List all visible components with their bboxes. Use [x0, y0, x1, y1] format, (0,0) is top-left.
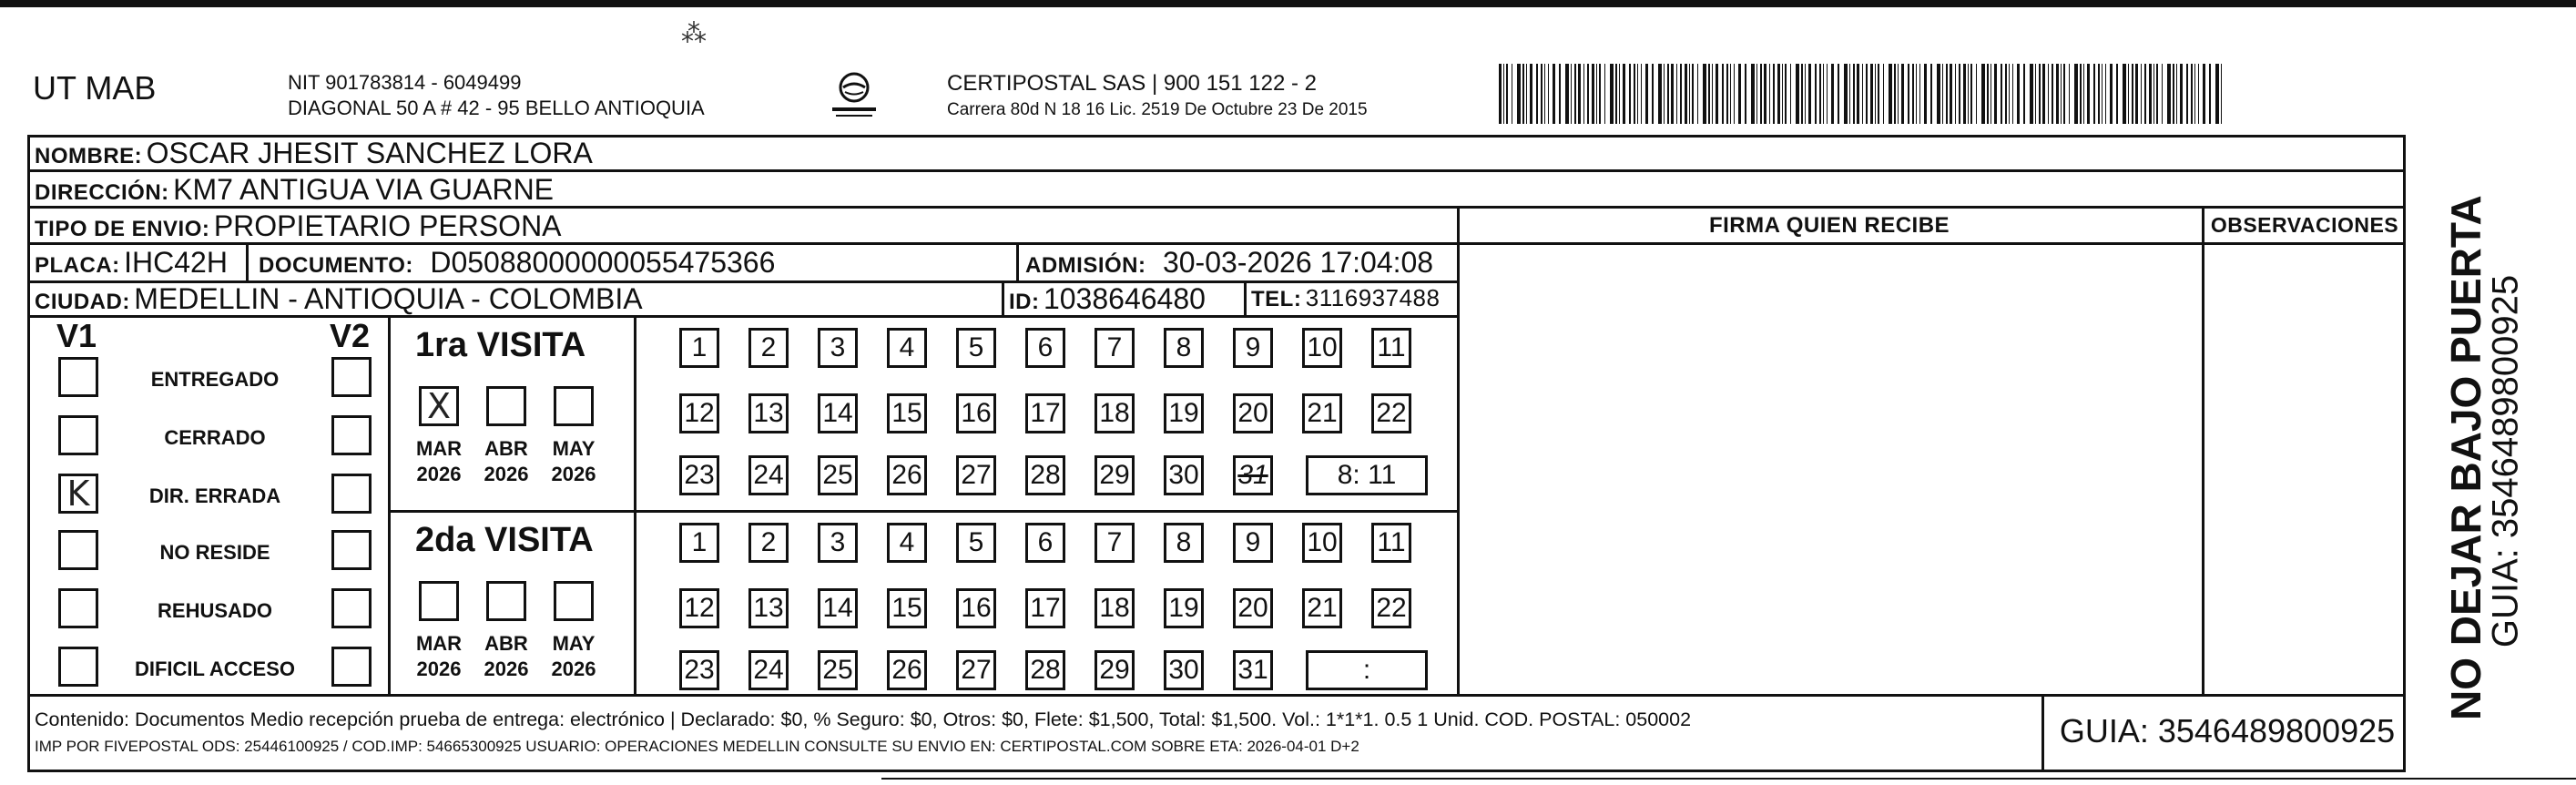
x-mark-icon: X [426, 386, 452, 426]
month-label: ABR [484, 437, 528, 460]
month-checkbox[interactable] [419, 581, 459, 621]
tipo-value: PROPIETARIO PERSONA [213, 209, 562, 242]
col-line [2202, 206, 2204, 696]
month-checkbox[interactable] [419, 386, 459, 426]
day-box[interactable]: 3 [818, 523, 858, 563]
v2-checkbox[interactable] [331, 530, 372, 570]
nombre-row [35, 137, 593, 170]
side-text [2404, 135, 2576, 772]
day-box[interactable]: 29 [1095, 650, 1135, 690]
day-box[interactable]: 12 [679, 588, 719, 628]
id-cell [1009, 282, 1206, 316]
day-box[interactable]: 12 [679, 393, 719, 433]
day-box[interactable]: 27 [956, 455, 996, 495]
direccion-value: KM7 ANTIGUA VIA GUARNE [173, 173, 555, 206]
day-box[interactable]: 24 [748, 650, 789, 690]
placa-label: PLACA: [35, 253, 120, 278]
day-box[interactable]: 6 [1025, 328, 1065, 368]
tel-cell [1251, 284, 1440, 312]
month-checkbox[interactable] [486, 581, 526, 621]
v2-checkbox[interactable] [331, 357, 372, 397]
day-box[interactable]: 15 [887, 393, 927, 433]
year-label: 2026 [484, 463, 529, 485]
day-box[interactable]: 29 [1095, 455, 1135, 495]
ciudad-cell [35, 282, 643, 316]
v2-label: V2 [330, 317, 371, 354]
day-box[interactable]: 30 [1164, 650, 1204, 690]
v2-checkbox[interactable] [331, 647, 372, 687]
day-box[interactable]: 31 [1233, 650, 1273, 690]
tipo-row [35, 209, 562, 243]
v1-label: V1 [56, 317, 97, 354]
direccion-row [35, 173, 554, 207]
day-box[interactable]: 13 [748, 588, 789, 628]
top-border [0, 0, 2576, 7]
day-box[interactable]: 26 [887, 455, 927, 495]
nombre-value: OSCAR JHESIT SANCHEZ LORA [146, 137, 593, 169]
year-label: 2026 [551, 658, 596, 680]
day-box[interactable]: 2 [748, 523, 789, 563]
v1-checkbox[interactable] [58, 474, 98, 514]
day-box[interactable]: 18 [1095, 393, 1135, 433]
day-box[interactable]: 11 [1371, 328, 1411, 368]
company-address: DIAGONAL 50 A # 42 - 95 BELLO ANTIOQUIA [288, 97, 705, 119]
day-box[interactable]: 8 [1164, 328, 1204, 368]
month-label: MAR [415, 632, 463, 655]
day-box[interactable]: 19 [1164, 588, 1204, 628]
status-label: CERRADO [164, 426, 266, 449]
day-box[interactable]: 9 [1233, 523, 1273, 563]
day-box[interactable]: 7 [1095, 523, 1135, 563]
col-line [388, 510, 1457, 513]
v1-checkbox[interactable] [58, 357, 98, 397]
day-box[interactable]: 26 [887, 650, 927, 690]
day-box[interactable]: 11 [1371, 523, 1411, 563]
day-box[interactable]: 25 [818, 650, 858, 690]
footer-line2: IMP POR FIVEPOSTAL ODS: 25446100925 / COD.IMP: 54665300925 USUARIO: OPERACIONES MEDELLIN CONSULTE SU ENVIO EN: CERTIPOSTAL.COM SOBRE ETA: 2026-04-01 D+2 [35, 738, 1359, 755]
month-checkbox[interactable] [486, 386, 526, 426]
admision-label: ADMISIÓN: [1025, 253, 1146, 278]
row-line [27, 694, 2406, 697]
day-box[interactable]: 20 [1233, 588, 1273, 628]
day-box[interactable]: 16 [956, 588, 996, 628]
year-label: 2026 [551, 463, 596, 485]
scribble-icon: ⁂ [681, 19, 707, 47]
no-dejar-warning: NO DEJAR BAJO PUERTA [2442, 195, 2489, 720]
day-box[interactable]: 22 [1371, 588, 1411, 628]
month-checkbox[interactable] [554, 386, 594, 426]
day-box[interactable]: 28 [1025, 650, 1065, 690]
day-box[interactable]: 20 [1233, 393, 1273, 433]
footer-line1: Contenido: Documentos Medio recepción prueba de entrega: electrónico | Declarado: $0, % Seguro: $0, Otros: $0, Flete: $1,500, Total: $1,500. Vol.: 1*1*1. 0.5 1 Unid. COD. POSTAL: 050002 [35, 709, 1692, 730]
tel-value: 3116937488 [1305, 284, 1441, 311]
day-box[interactable]: 8 [1164, 523, 1204, 563]
day-box[interactable]: 14 [818, 393, 858, 433]
nombre-label: NOMBRE: [35, 144, 143, 168]
col-line [1002, 280, 1004, 315]
placa-value: IHC42H [124, 246, 228, 279]
col-line [634, 315, 636, 694]
year-label: 2026 [416, 658, 462, 680]
v2-checkbox[interactable] [331, 415, 372, 455]
firma-header-line [1457, 242, 2406, 245]
id-value: 1038646480 [1043, 282, 1206, 315]
status-label: DIR. ERRADA [148, 484, 281, 507]
time-box[interactable]: : [1306, 650, 1428, 690]
day-box[interactable]: 23 [679, 650, 719, 690]
v2-checkbox[interactable] [331, 474, 372, 514]
month-label: MAR [415, 437, 463, 460]
day-box[interactable]: 4 [887, 523, 927, 563]
day-box[interactable]: 16 [956, 393, 996, 433]
day-box[interactable]: 7 [1095, 328, 1135, 368]
company-nit: NIT 901783814 - 6049499 [288, 71, 522, 94]
bottom-line [881, 778, 2576, 780]
day-box[interactable]: 5 [956, 328, 996, 368]
day-box[interactable]: 4 [887, 328, 927, 368]
day-box[interactable]: 15 [887, 588, 927, 628]
status-label: REHUSADO [158, 599, 272, 622]
month-label: ABR [484, 632, 528, 655]
barcode-icon [1499, 64, 2227, 124]
day-box[interactable]: 27 [956, 650, 996, 690]
v1-checkbox[interactable] [58, 415, 98, 455]
admision-value: 30-03-2026 17:04:08 [1162, 246, 1434, 279]
tel-label: TEL: [1251, 287, 1302, 311]
col-line [246, 242, 249, 280]
col-line [388, 315, 391, 694]
day-box[interactable]: 10 [1302, 328, 1342, 368]
v2-checkbox[interactable] [331, 588, 372, 628]
year-label: 2026 [416, 463, 462, 485]
firma-header: FIRMA QUIEN RECIBE [1708, 213, 1950, 238]
day-box[interactable]: 3 [818, 328, 858, 368]
company-name: UT MAB [33, 69, 157, 107]
month-checkbox[interactable] [554, 581, 594, 621]
day-box[interactable]: 21 [1302, 588, 1342, 628]
carrier-license: Carrera 80d N 18 16 Lic. 2519 De Octubre 23 De 2015 [947, 100, 1368, 119]
day-box[interactable]: 6 [1025, 523, 1065, 563]
day-box[interactable]: 19 [1164, 393, 1204, 433]
col-line [1016, 242, 1019, 280]
day-box[interactable]: 14 [818, 588, 858, 628]
day-box[interactable]: 18 [1095, 588, 1135, 628]
visit-title: 2da VISITA [415, 521, 594, 559]
year-label: 2026 [484, 658, 529, 680]
documento-cell [259, 246, 775, 280]
ciudad-label: CIUDAD: [35, 290, 130, 314]
certipostal-logo-icon [827, 67, 881, 120]
day-box[interactable]: 24 [748, 455, 789, 495]
id-label: ID: [1009, 290, 1040, 314]
documento-value: D05088000000055475366 [430, 246, 776, 279]
v1-checkbox[interactable] [58, 647, 98, 687]
day-box[interactable]: 9 [1233, 328, 1273, 368]
day-box[interactable]: 17 [1025, 588, 1065, 628]
col-line [1457, 206, 1460, 696]
day-box[interactable]: 21 [1302, 393, 1342, 433]
status-label: NO RESIDE [159, 541, 270, 564]
admision-cell [1025, 246, 1433, 280]
day-box[interactable]: 28 [1025, 455, 1065, 495]
day-box[interactable]: 30 [1164, 455, 1204, 495]
col-line [1244, 280, 1247, 315]
col-line [2041, 694, 2044, 772]
month-label: MAY [552, 632, 596, 655]
day-box[interactable]: 22 [1371, 393, 1411, 433]
day-box[interactable]: 1 [679, 523, 719, 563]
placa-cell [35, 246, 228, 280]
day-box[interactable]: 2 [748, 328, 789, 368]
day-box[interactable]: 17 [1025, 393, 1065, 433]
day-box[interactable]: 13 [748, 393, 789, 433]
documento-label: DOCUMENTO: [259, 253, 413, 278]
check-mark-icon: K [66, 474, 90, 514]
observaciones-header: OBSERVACIONES [2210, 213, 2399, 237]
day-box[interactable]: 1 [679, 328, 719, 368]
day-box[interactable]: 31 [1233, 455, 1273, 495]
visit-title: 1ra VISITA [415, 326, 586, 364]
day-box[interactable]: 5 [956, 523, 996, 563]
v1-checkbox[interactable] [58, 588, 98, 628]
ciudad-value: MEDELLIN - ANTIOQUIA - COLOMBIA [134, 282, 643, 315]
day-box[interactable]: 23 [679, 455, 719, 495]
day-box[interactable]: 25 [818, 455, 858, 495]
day-box[interactable]: 10 [1302, 523, 1342, 563]
carrier-name: CERTIPOSTAL SAS | 900 151 122 - 2 [947, 71, 1317, 96]
tipo-label: TIPO DE ENVIO: [35, 217, 210, 241]
month-label: MAY [552, 437, 596, 460]
time-box[interactable]: 8: 11 [1306, 455, 1428, 495]
direccion-label: DIRECCIÓN: [35, 180, 169, 205]
side-guia: GUIA: 3546489800925 [2485, 274, 2526, 648]
status-label: ENTREGADO [150, 368, 280, 391]
v1-checkbox[interactable] [58, 530, 98, 570]
status-label: DIFICIL ACCESO [134, 658, 295, 680]
footer-guia: GUIA: 3546489800925 [2059, 712, 2396, 749]
